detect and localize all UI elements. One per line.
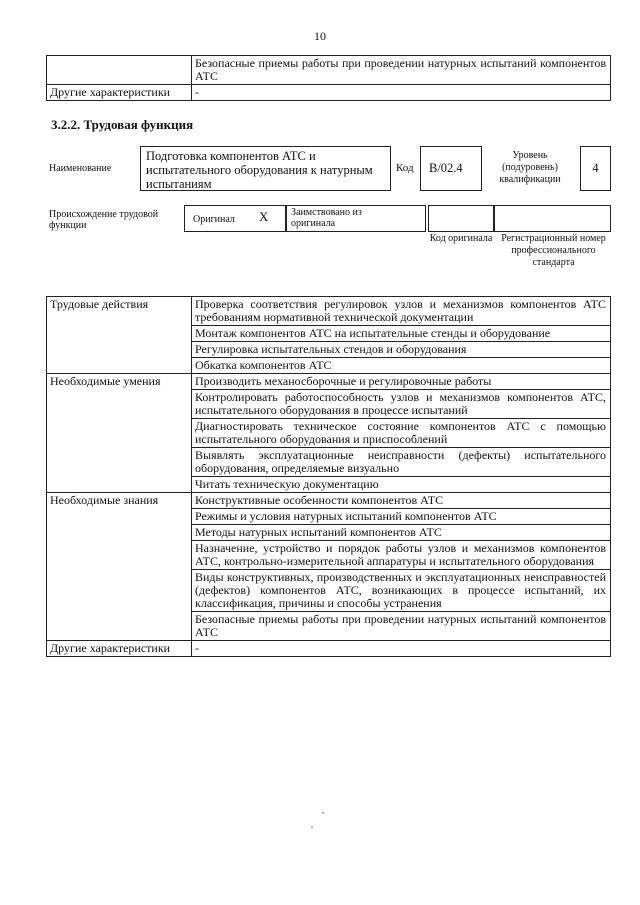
page-number: 10 [314, 29, 326, 43]
row-item: Методы натурных испытаний компонентов АТС [192, 525, 611, 541]
section-title: 3.2.2. Трудовая функция [51, 117, 194, 132]
row-item: - [192, 641, 611, 657]
row-item: Назначение, устройство и порядок работы узлов и механизмов компонентов АТС, контрольно-измерительной аппаратуры и испытательного оборудования [192, 541, 611, 570]
table-row [47, 297, 611, 326]
row-item: Проверка соответствия регулировок узлов и механизмов компонентов АТС требованиям нормативной технической документации [192, 297, 611, 326]
table-row [47, 56, 611, 85]
reg-number-cell [494, 205, 611, 232]
row-item: Регулировка испытательных стендов и оборудования [192, 342, 611, 358]
code-original-cell [428, 205, 494, 232]
row-item: Безопасные приемы работы при проведении натурных испытаний компонентов АТС [192, 56, 611, 85]
row-item: Монтаж компонентов АТС на испытательные стенды и оборудование [192, 326, 611, 342]
name-label: Наименование [49, 163, 112, 174]
row-item: Безопасные приемы работы при проведении натурных испытаний компонентов АТС [192, 612, 611, 641]
table-row [47, 85, 611, 101]
scan-dot [322, 812, 324, 814]
row-item: Режимы и условия натурных испытаний компонентов АТС [192, 509, 611, 525]
scan-dot [311, 826, 313, 828]
row-label: Необходимые умения [47, 374, 192, 493]
row-label: Другие характеристики [47, 641, 192, 657]
origin-label: Происхождение трудовой функции [49, 209, 159, 231]
row-item: Виды конструктивных, производственных и эксплуатационных неисправностей (дефектов) компонентов АТС, возникающих в процессе испытаний, их классификация, причины и способы устранения [192, 570, 611, 612]
original-label: Оригинал [193, 214, 235, 225]
table-row [47, 641, 611, 657]
row-item: Обкатка компонентов АТС [192, 358, 611, 374]
code-original-label: Код оригинала [429, 233, 493, 244]
row-item: Контролировать работоспособность узлов и механизмов компонентов АТС, испытательного оборудования в процессе испытаний [192, 390, 611, 419]
row-label: Необходимые знания [47, 493, 192, 641]
row-item: Читать техническую документацию [192, 477, 611, 493]
reg-number-label: Регистрационный номер профессионального стандарта [501, 233, 606, 268]
row-item: Производить механосборочные и регулировочные работы [192, 374, 611, 390]
row-label: Другие характеристики [47, 85, 192, 101]
main-table [46, 296, 611, 657]
level-value: 4 [580, 146, 611, 191]
row-item: Диагностировать техническое состояние компонентов АТС с помощью испытательного оборудования и приспособлений [192, 419, 611, 448]
table-row [47, 493, 611, 509]
row-item: Конструктивные особенности компонентов АТС [192, 493, 611, 509]
code-label: Код [396, 162, 414, 174]
table-row [47, 374, 611, 390]
code-value: B/02.4 [420, 146, 482, 191]
borrowed-label: Заимствовано из оригинала [291, 207, 362, 229]
function-name-value: Подготовка компонентов АТС и испытательного оборудования к натурным испытаниям [140, 146, 391, 191]
row-item: - [192, 85, 611, 101]
row-item: Выявлять эксплуатационные неисправности (дефекты) испытательного оборудования, определяемые визуально [192, 448, 611, 477]
top-table [46, 55, 611, 101]
original-mark: X [259, 209, 269, 224]
row-label [47, 56, 192, 85]
level-label: Уровень (подуровень) квалификации [499, 150, 561, 185]
row-label: Трудовые действия [47, 297, 192, 374]
